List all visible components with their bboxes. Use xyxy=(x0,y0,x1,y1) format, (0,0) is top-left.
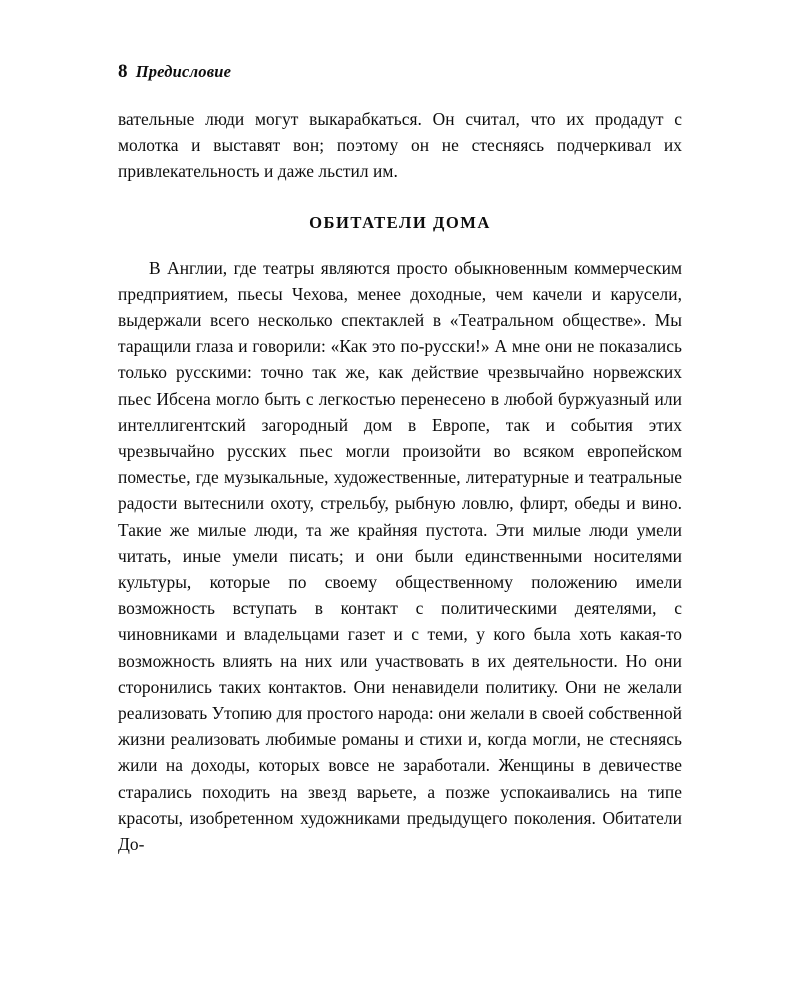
running-head xyxy=(118,62,682,84)
page-number: 8 xyxy=(118,61,128,82)
paragraph-continued: вательные люди могут выкарабкаться. Он считал, что их продадут с молотка и выставят вон; поэтому он не стесняясь подчеркивал их привлекательность и даже льстил им. xyxy=(118,109,682,182)
running-head-title: Предисловие xyxy=(135,62,232,81)
paragraph-section-body: В Англии, где театры являются просто обыкновенным коммерческим предприятием, пьесы Чехова, менее доходные, чем качели и карусели, выдержали всего несколько спектаклей в «Театральном обществе». Мы таращили глаза и говорили: «Как это по-русски!» А мне они не показались только русскими: точно так же, как действие чрезвычайно норвежских пьес Ибсена могло быть с легкостью перенесено в любой буржуазный или интеллигентский загородный дом в Европе, так и события этих чрезвычайно русских пьес могли произойти во всяком европейском поместье, где музыкальные, художественные, литературные и театральные радости вытеснили охоту, стрельбу, рыбную ловлю, флирт, обеды и вино. Такие же милые люди, та же крайняя пустота. Эти милые люди умели читать, иные умели писать; и они были единственными носителями культуры, которые по своему общественному положению имели возможность вступать в контакт с политическими деятелями, с чиновниками и владельцами газет и с теми, у кого была хоть какая-то возможность влиять на них или участвовать в их деятельности. Но они сторонились таких контактов. Они ненавидели политику. Они не желали реализовать Утопию для простого народа: они желали в своей собственной жизни реализовать любимые романы и стихи и, когда могли, не стесняясь жили на доходы, которых вовсе не заработали. Женщины в девичестве старались походить на звезд варьете, а позже успокаивались на типе красоты, изобретенном художниками предыдущего поколения. Обитатели До- xyxy=(118,257,682,855)
page-body xyxy=(118,106,682,857)
section-heading: ОБИТАТЕЛИ ДОМА xyxy=(309,212,491,232)
